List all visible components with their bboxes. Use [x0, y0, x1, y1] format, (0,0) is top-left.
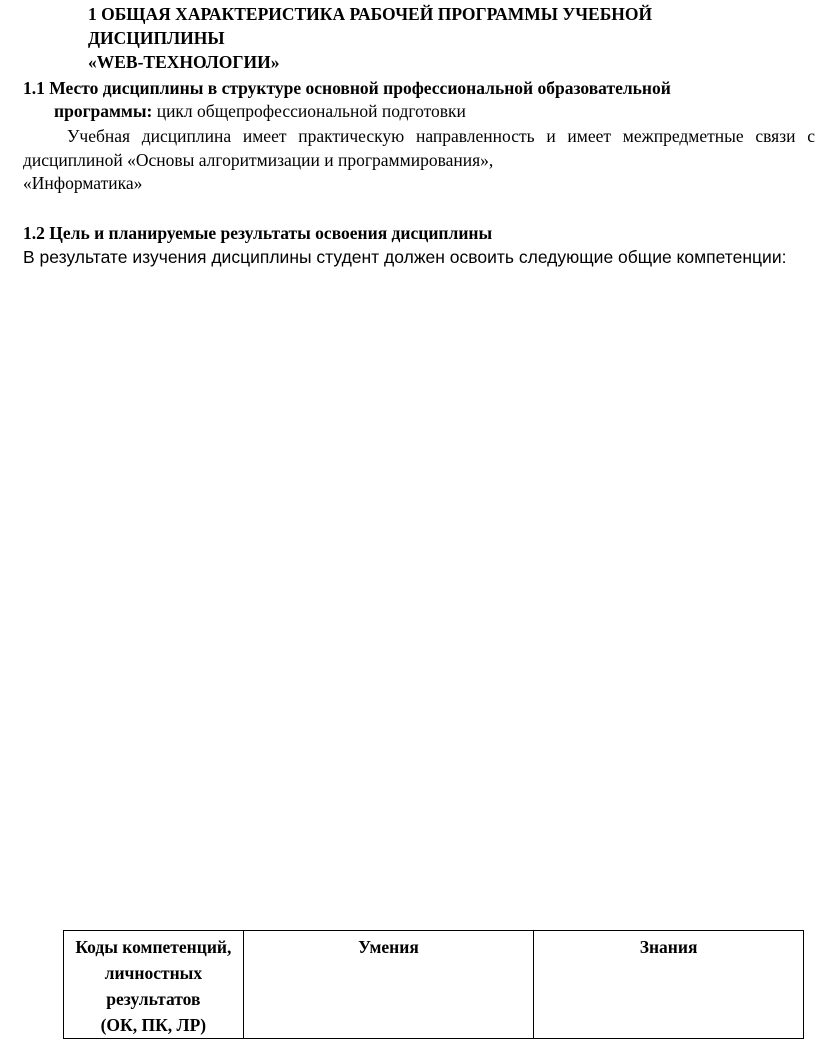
- paragraph-line-1: Учебная дисциплина имеет практическую направленность и имеет межпредметные связи с: [67, 126, 815, 146]
- document-title: [88, 2, 652, 74]
- table-header-row: [64, 931, 804, 1039]
- header-knowledge: Знания: [534, 931, 804, 1039]
- section-1-1-heading-bold-part: программы:: [54, 101, 153, 121]
- paragraph-line-2: дисциплиной «Основы алгоритмизации и программирования»,: [23, 149, 494, 170]
- section-1-2-text: В результате изучения дисциплины студент должен освоить следующие общие компетенции:: [23, 247, 787, 267]
- section-1-2-heading: 1.2 Цель и планируемые результаты освоения дисциплины: [23, 223, 493, 243]
- section-1-1-heading-line-1: 1.1 Место дисциплины в структуре основной профессиональной образовательной: [23, 78, 671, 98]
- section-1-1-paragraph: [23, 125, 815, 196]
- header-codes-line-1: Коды компетенций,: [75, 937, 232, 957]
- header-codes-line-2: личностных: [104, 963, 203, 983]
- title-line-1: 1 ОБЩАЯ ХАРАКТЕРИСТИКА РАБОЧЕЙ ПРОГРАММЫ УЧЕБНОЙ: [88, 4, 653, 24]
- header-codes-line-4: (ОК, ПК, ЛР): [100, 1015, 207, 1035]
- title-line-2: ДИСЦИПЛИНЫ: [88, 28, 225, 48]
- section-1-1-heading: [23, 77, 803, 123]
- section-1-1-heading-line-2: [23, 100, 803, 123]
- header-codes: [64, 931, 244, 1039]
- paragraph-line-3: «Информатика»: [23, 173, 143, 193]
- title-line-3: «WEB-ТЕХНОЛОГИИ»: [88, 52, 280, 72]
- section-1-1-heading-regular-part: цикл общепрофессиональной подготовки: [152, 101, 466, 121]
- header-codes-line-3: результатов: [106, 989, 201, 1009]
- competencies-table: [63, 930, 804, 1039]
- header-skills: Умения: [243, 931, 533, 1039]
